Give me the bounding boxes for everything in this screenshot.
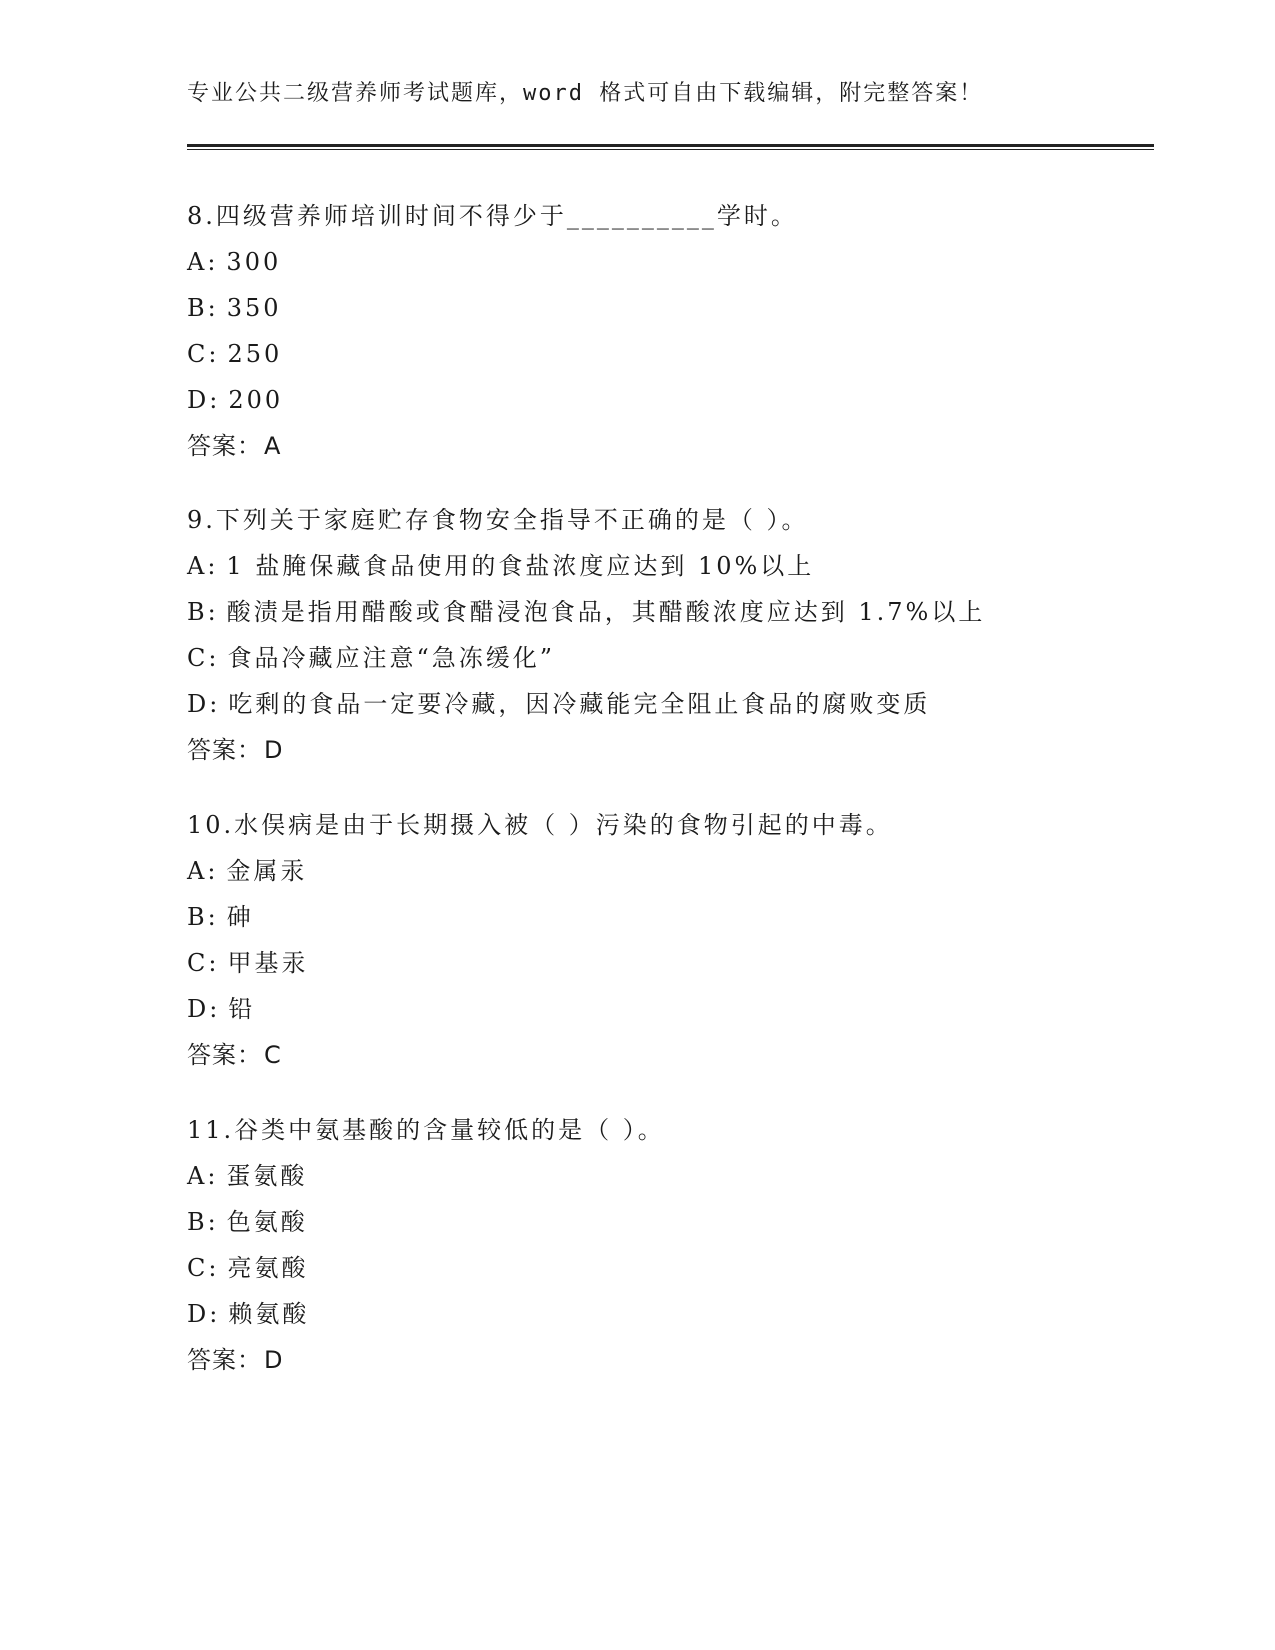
option-b [187, 589, 1147, 635]
question-stem: 11.谷类中氨基酸的含量较低的是（ ）。 [187, 1116, 665, 1144]
answer-value: D [264, 1346, 284, 1374]
option-c [187, 1245, 1147, 1291]
option-a [187, 848, 1147, 894]
answer-label: 答案： [187, 736, 262, 764]
answer-value: D [264, 736, 284, 764]
option-text: 250 [227, 340, 283, 368]
option-label: C: [187, 949, 220, 977]
option-label: C: [187, 644, 220, 672]
option-text: 金属汞 [226, 857, 308, 885]
option-a [187, 239, 1147, 285]
option-label: A: [187, 552, 219, 580]
answer-label: 答案： [187, 1346, 262, 1374]
question-8 [187, 193, 1147, 469]
answer-line [187, 423, 1147, 469]
option-label: B: [187, 1208, 219, 1236]
option-c [187, 635, 1147, 681]
option-label: A: [187, 1162, 219, 1190]
answer-value: A [264, 432, 282, 460]
option-label: C: [187, 340, 220, 368]
option-text: 300 [226, 248, 282, 276]
answer-line [187, 1032, 1147, 1078]
option-d [187, 1291, 1147, 1337]
option-text: 铅 [228, 995, 256, 1023]
question-9 [187, 497, 1147, 773]
answer-line [187, 1337, 1147, 1383]
option-label: B: [187, 294, 219, 322]
option-a [187, 543, 1147, 589]
option-label: B: [187, 598, 219, 626]
answer-value: C [264, 1041, 282, 1069]
question-stem: 10.水俣病是由于长期摄入被（ ）污染的食物引起的中毒。 [187, 811, 893, 839]
option-text: 赖氨酸 [228, 1300, 310, 1328]
answer-label: 答案： [187, 432, 262, 460]
option-text: 1 盐腌保藏食品使用的食盐浓度应达到 10%以上 [226, 552, 815, 580]
option-label: D: [187, 386, 221, 414]
option-text: 食品冷藏应注意“急冻缓化” [227, 644, 555, 672]
option-text: 色氨酸 [226, 1208, 308, 1236]
option-label: D: [187, 1300, 221, 1328]
question-stem: 8.四级营养师培训时间不得少于__________学时。 [187, 202, 798, 230]
option-b [187, 894, 1147, 940]
page-header: 专业公共二级营养师考试题库，word 格式可自由下载编辑，附完整答案！ [187, 81, 984, 106]
option-label: A: [187, 857, 219, 885]
option-text: 200 [228, 386, 284, 414]
option-text: 亮氨酸 [227, 1254, 309, 1282]
option-label: C: [187, 1254, 220, 1282]
option-label: D: [187, 690, 221, 718]
option-label: B: [187, 903, 219, 931]
option-b [187, 1199, 1147, 1245]
option-b [187, 285, 1147, 331]
option-label: A: [187, 248, 219, 276]
question-11 [187, 1107, 1147, 1383]
answer-label: 答案： [187, 1041, 262, 1069]
option-text: 甲基汞 [227, 949, 309, 977]
option-label: D: [187, 995, 221, 1023]
option-d [187, 986, 1147, 1032]
header-divider [187, 144, 1154, 150]
option-text: 350 [226, 294, 282, 322]
option-d [187, 377, 1147, 423]
option-a [187, 1153, 1147, 1199]
option-c [187, 331, 1147, 377]
option-text: 吃剩的食品一定要冷藏，因冷藏能完全阻止食品的腐败变质 [228, 690, 931, 718]
option-text: 酸渍是指用醋酸或食醋浸泡食品，其醋酸浓度应达到 1.7%以上 [226, 598, 986, 626]
question-stem: 9.下列关于家庭贮存食物安全指导不正确的是（ ）。 [187, 506, 809, 534]
question-10 [187, 802, 1147, 1078]
option-d [187, 681, 1147, 727]
option-text: 蛋氨酸 [226, 1162, 308, 1190]
option-text: 砷 [226, 903, 254, 931]
answer-line [187, 727, 1147, 773]
option-c [187, 940, 1147, 986]
